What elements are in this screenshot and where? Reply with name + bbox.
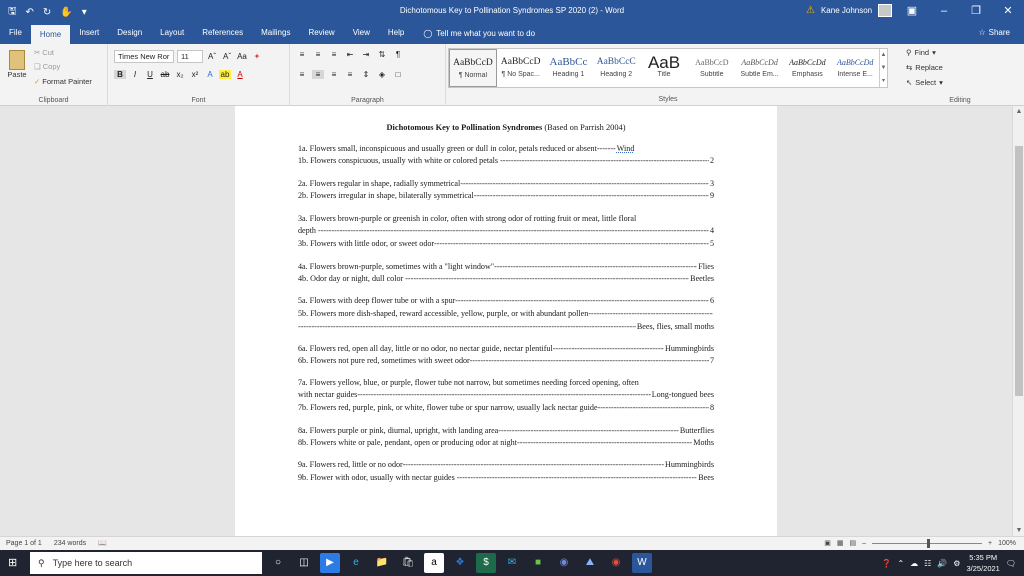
style-heading-2[interactable] [592,49,640,87]
search-icon: ⚲ [906,48,912,57]
style-sample: AaBbCc [549,56,588,68]
key-line[interactable] [298,437,714,448]
clock-date: 3/25/2021 [966,564,1000,573]
key-line[interactable] [298,143,714,154]
style-sample: AaBbCcD [695,58,729,67]
key-line[interactable] [298,377,714,388]
paragraph-group-label: Paragraph [351,97,384,104]
zoom-app-icon[interactable]: ▶ [320,553,340,573]
tray-chevron-icon[interactable]: ⌃ [897,558,905,568]
mail-icon[interactable]: ✉ [507,557,517,568]
key-line[interactable] [298,155,714,166]
taskbar-apps [268,553,652,573]
undo-icon[interactable]: ↶ [25,7,34,18]
user-name: Kane Johnson [820,6,873,15]
key-text [298,321,636,332]
zoom-out-icon[interactable]: – [862,539,866,547]
key-line[interactable] [298,459,714,470]
key-line[interactable] [298,389,714,400]
font-group-label: Font [191,97,206,104]
key-text: 2a. Flowers regular in shape, radially symmetrical ----- [298,178,709,189]
key-line[interactable] [298,343,714,354]
underline-icon[interactable]: U [147,70,153,79]
key-text: 6a. Flowers red, open all day, little or no odor, no nectar guide, nectar plentiful ----- [298,343,664,354]
replace-label: Replace [915,63,943,72]
key-result: Bees, flies, small moths [636,322,714,331]
share-label: Share [988,28,1010,37]
styles-scroll[interactable]: ▲ ▼ ▾ [879,49,887,87]
status-bar [0,536,1024,550]
key-text: with nectar guides ----- [298,389,651,400]
paste-button[interactable] [6,50,28,79]
amazon-icon[interactable]: a [424,553,444,573]
tab-help[interactable]: Help [387,28,405,37]
pilcrow-icon[interactable]: ¶ [395,50,401,59]
key-text: 9b. Flower with odor, usually with nectar guides ----- [298,472,697,483]
key-text: 4b. Odor day or night, dull color ----- [298,273,689,284]
chrome-icon[interactable]: ◉ [611,557,621,568]
style-name: Heading 2 [600,71,633,78]
key-text: 7a. Flowers yellow, blue, or purple, flower tube not narrow, but sometimes needing forced opening, often [298,378,639,387]
clipboard-group [0,44,108,106]
clock[interactable] [966,552,999,574]
redo-icon[interactable]: ↻ [42,7,52,18]
style-sample: AaBbCcDd [836,58,874,67]
print-layout-icon[interactable]: ▦ [836,540,844,547]
key-result: 3 [709,179,714,188]
focus-icon[interactable]: ▣ [824,540,831,547]
font-size-input[interactable]: 11 [177,50,203,63]
taskbar-search-placeholder: Type here to search [52,558,133,568]
key-text: 8a. Flowers purple or pink, diurnal, upright, with landing area ----- [298,425,679,436]
key-result: Hummingbirds [664,344,714,353]
key-text: 6b. Flowers not pure red, sometimes with sweet odor ----- [298,355,709,366]
italic-icon[interactable]: I [133,70,137,79]
key-text: 2b. Flowers irregular in shape, bilaterally symmetrical ----- [298,190,709,201]
key-text: 3b. Flowers with little odor, or sweet odor ----- [298,238,709,249]
web-layout-icon[interactable]: ▤ [849,540,857,547]
copy-label: Copy [42,62,61,71]
word-icon[interactable]: W [632,553,652,573]
page-count[interactable]: Page 1 of 1 [6,539,42,547]
key-line[interactable] [298,355,714,366]
key-result: 6 [709,296,714,305]
sort-icon[interactable]: ⇅ [378,50,386,59]
key-text: 4a. Flowers brown-purple, sometimes with a "light window" ----- [298,261,697,272]
justify-icon[interactable]: ≡ [347,70,353,79]
key-text: 5b. Flowers more dish-shaped, reward accessible, yellow, purple, or with abundant pollen ----- [298,308,713,319]
store-icon[interactable]: 🛍 [401,557,415,568]
font-group [108,44,290,106]
tab-mailings[interactable]: Mailings [261,28,291,37]
key-result: 9 [709,191,714,200]
language-icon[interactable]: ⚙ [953,558,961,568]
key-result [713,308,714,319]
vertical-scrollbar[interactable] [1012,106,1024,536]
clipboard-icon [9,50,25,70]
system-tray [881,552,1016,574]
clear-formatting-icon[interactable]: ✦ [253,52,261,61]
style-sample: AaBbCcDd [789,58,826,67]
restore-icon[interactable]: ❐ [971,5,981,17]
clipboard-group-label: Clipboard [38,97,69,104]
key-result: 8 [709,403,714,412]
user-area[interactable] [806,4,892,17]
volume-icon[interactable]: 🔊 [937,558,948,568]
key-line[interactable] [298,238,714,249]
touch-mode-icon[interactable]: ✋ [60,7,73,18]
status-left [6,539,107,547]
style-name: Subtle Em... [740,71,779,78]
key-line[interactable] [298,178,714,189]
status-right [824,539,1016,547]
cortana-icon[interactable]: ○ [274,557,282,568]
style-normal[interactable] [449,49,497,87]
tab-design[interactable]: Design [117,28,143,37]
key-line[interactable] [298,261,714,272]
paste-label: Paste [7,70,27,79]
key-line[interactable] [298,190,714,201]
select-label: Select [915,78,937,87]
style-sample: AaBbCcD [453,58,493,68]
save-icon[interactable]: 🖫 [8,6,17,17]
format-painter-button[interactable] [34,77,92,86]
text-effects-icon[interactable]: A [207,70,213,79]
key-result: Flies [698,262,714,271]
shrink-font-icon[interactable]: Aˇ [223,52,231,61]
find-label: Find [914,48,930,57]
taskbar [0,550,1024,576]
editing-group-label: Editing [949,97,971,104]
discord-icon[interactable]: ◉ [559,557,569,568]
window-controls [896,0,1024,22]
key-result: Long-tongued bees [651,390,714,399]
superscript-icon[interactable]: x² [191,70,199,79]
style-name: ¶ No Spac... [501,71,540,78]
clock-time: 5:35 PM [969,553,998,562]
scroll-up-icon[interactable]: ▲ [1015,108,1023,115]
close-icon[interactable]: ✕ [1003,5,1013,17]
key-result: 5 [709,239,714,248]
key-text: 9a. Flowers red, little or no odor ----- [298,459,664,470]
key-line[interactable] [298,273,714,284]
find-button[interactable] [906,48,936,57]
zoom-in-icon[interactable]: + [988,539,993,547]
key-line[interactable] [298,308,714,319]
taskbar-search[interactable] [30,552,262,574]
avatar[interactable] [878,4,892,17]
key-result: 4 [709,226,714,235]
file-explorer-icon[interactable]: 📁 [375,557,389,568]
style-subtitle[interactable] [688,49,736,87]
subscript-icon[interactable]: x₂ [176,70,184,79]
zoom-level[interactable]: 100% [998,539,1016,547]
chevron-down-icon: ▾ [932,48,936,57]
key-line[interactable] [298,321,714,332]
replace-button[interactable] [906,63,943,72]
cursor-icon: ↖ [906,78,913,87]
notifications-icon[interactable]: 🗨 [1005,558,1016,568]
style-heading-1[interactable] [545,49,593,87]
key-result: Bees [698,473,714,482]
key-result: Beetles [690,274,714,283]
paintbrush-icon: ✓ [34,77,41,86]
numbering-icon[interactable]: ≡ [315,50,321,59]
style-name: ¶ Normal [458,72,488,79]
style-sample: AaBbCcC [596,57,636,67]
key-text: 1a. Flowers small, inconspicuous and usually green or dull in color, petals reduced or absent------- [298,144,616,153]
grow-font-icon[interactable]: Aˆ [208,52,216,61]
tab-insert[interactable]: Insert [79,28,100,37]
key-text: 3a. Flowers brown-purple or greenish in color, often with strong odor of rotting fruit or meat, little floral [298,214,637,223]
key-line[interactable] [298,402,714,413]
increase-indent-icon[interactable]: ⇥ [362,50,370,59]
tell-me-search[interactable] [423,29,535,38]
zoom-knob[interactable] [927,539,930,548]
styles-group-label: Styles [658,96,678,103]
copy-icon: ❏ [34,62,41,71]
search-icon: ⚲ [38,557,45,568]
window-title: Dichotomous Key to Pollination Syndromes SP 2020 (2) - Word [399,6,625,15]
multilevel-list-icon[interactable]: ≡ [331,50,337,59]
document-page[interactable] [235,106,777,536]
scroll-down-icon[interactable]: ▼ [1015,527,1023,534]
align-right-icon[interactable]: ≡ [331,70,337,79]
format-painter-label: Format Painter [42,77,92,86]
borders-icon[interactable]: □ [395,70,401,79]
share-icon: ☆ [978,28,986,37]
windows-start-icon[interactable]: ⊞ [8,557,18,569]
style-subtle-emphasis[interactable] [736,49,784,87]
copy-button[interactable] [34,62,60,71]
network-icon[interactable]: ☷ [924,558,932,568]
key-line[interactable] [298,472,714,483]
tab-layout[interactable]: Layout [160,28,185,37]
proofing-icon[interactable]: 📖 [98,540,107,547]
dropbox-icon[interactable]: ❖ [455,557,465,568]
tab-file[interactable]: File [9,28,22,37]
align-left-icon[interactable]: ≡ [299,70,305,79]
styles-gallery [448,48,888,88]
align-center-icon[interactable]: ≡ [312,70,324,79]
minimize-icon[interactable]: – [940,5,948,17]
font-color-icon[interactable]: A [237,70,243,79]
style-name: Heading 1 [552,71,585,78]
style-name: Emphasis [792,71,823,78]
decrease-indent-icon[interactable]: ⇤ [346,50,354,59]
document-title-bold: Dichotomous Key to Pollination Syndromes [386,123,543,132]
font-name-input[interactable]: Times New Ror [114,50,174,63]
cut-button[interactable] [34,48,54,57]
tab-references[interactable]: References [202,28,244,37]
key-text: 1b. Flowers conspicuous, usually with white or colored petals ----- [298,155,709,166]
select-button[interactable] [906,78,943,87]
photos-icon[interactable]: ⛰ [585,557,595,568]
style-intense-emphasis[interactable] [831,49,879,87]
highlight-icon[interactable]: ab [220,70,230,79]
strikethrough-icon[interactable]: ab [160,70,170,79]
style-no-spacing[interactable] [497,49,545,87]
style-name: Subtitle [700,71,724,78]
bullets-icon[interactable]: ≡ [299,50,305,59]
edge-icon[interactable]: e [353,557,359,568]
style-name: Intense E... [837,71,873,78]
key-result: Moths [693,438,714,447]
warning-icon: ⚠ [806,5,815,16]
document-title[interactable] [235,123,777,132]
style-sample: AaBbCcD [500,57,541,67]
tab-view[interactable]: View [352,28,370,37]
money-icon[interactable]: $ [476,553,496,573]
key-line[interactable] [298,213,714,224]
key-line[interactable] [298,425,714,436]
help-icon[interactable]: ❓ [881,558,892,568]
key-result: 7 [709,356,714,365]
key-text: depth ----- [298,225,709,236]
editing-group [896,44,1024,106]
style-sample: AaB [647,54,681,71]
title-bar [0,0,1024,22]
key-text: 8b. Flowers white or pale, pendant, open or producing odor at night ----- [298,437,692,448]
style-title[interactable] [640,49,688,87]
style-name: Title [657,71,671,78]
lightbulb-icon: ◯ [423,28,433,38]
chevron-down-icon: ▾ [939,78,943,87]
replace-icon: ⇆ [906,63,913,72]
key-line[interactable] [298,225,714,236]
key-result: Hummingbirds [664,460,714,469]
document-title-rest: (Based on Parrish 2004) [542,123,626,132]
tell-me-label: Tell me what you want to do [436,28,536,38]
bold-icon[interactable]: B [114,70,126,79]
tab-review[interactable]: Review [308,28,335,37]
ribbon-display-icon[interactable]: ▣ [906,5,918,17]
document-area[interactable] [0,106,1012,536]
key-result: Wind [616,144,635,153]
paragraph-group [290,44,446,106]
style-emphasis[interactable] [783,49,831,87]
ribbon [0,44,1024,106]
customize-qat-icon[interactable]: ▾ [81,7,87,18]
key-text: 7b. Flowers red, purple, pink, or white, flower tube or spur narrow, usually lack nectar guide ----- [298,402,709,413]
minecraft-icon[interactable]: ■ [534,557,542,568]
ribbon-tabs [0,22,1024,44]
line-spacing-icon[interactable]: ⇕ [362,70,370,79]
zoom-slider[interactable] [872,543,982,544]
scissors-icon: ✂ [34,48,41,57]
key-result: Butterflies [679,426,714,435]
task-view-icon[interactable]: ◫ [299,557,309,568]
key-line[interactable] [298,295,714,306]
key-text: 5a. Flowers with deep flower tube or with a spur ----- [298,295,709,306]
shading-icon[interactable]: ◈ [378,70,386,79]
share-button[interactable] [978,22,1010,44]
word-count[interactable]: 234 words [53,539,87,547]
onedrive-icon[interactable]: ☁ [910,558,919,568]
change-case-icon[interactable]: Aa [237,52,247,61]
scroll-thumb[interactable] [1015,146,1023,396]
style-sample: AaBbCcDd [741,58,778,67]
cut-label: Cut [42,48,54,57]
key-result: 2 [709,156,714,165]
tab-home[interactable]: Home [31,25,70,44]
